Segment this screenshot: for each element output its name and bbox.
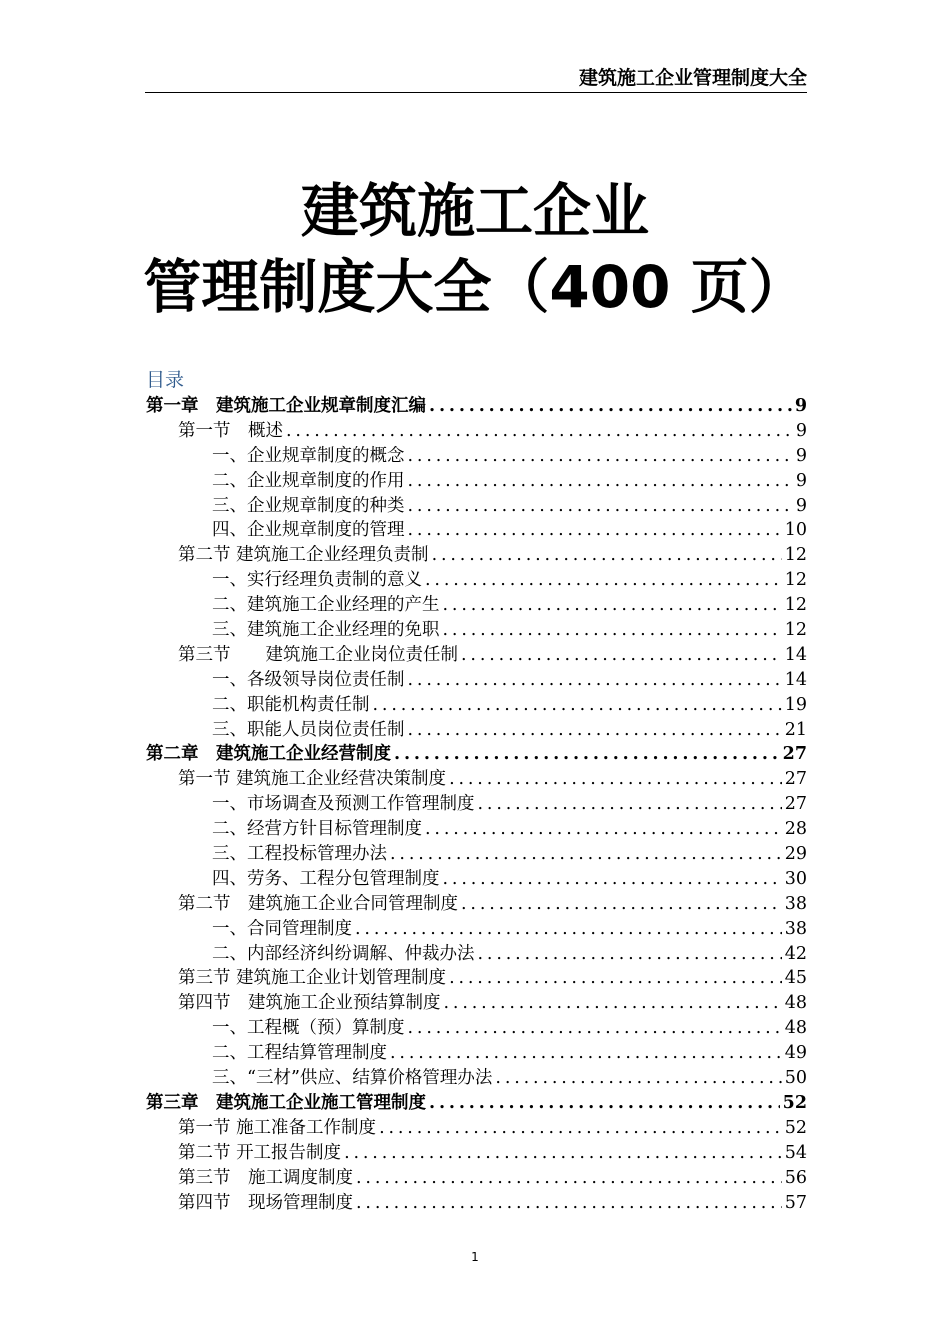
toc-heading: 目录 [146,369,185,391]
toc-entry[interactable] [146,618,807,643]
toc-dot-leader [425,568,782,593]
toc-entry[interactable] [146,718,807,743]
toc-entry[interactable] [146,991,807,1016]
toc-entry[interactable] [146,842,807,867]
toc-dot-leader [344,1141,782,1166]
toc-entry[interactable] [146,1141,807,1166]
toc-entry-title: 一、合同管理制度 [212,918,352,939]
toc-entry-page: 9 [795,420,807,441]
toc-entry-page: 19 [784,694,807,715]
toc-entry-title: 二、工程结算管理制度 [212,1043,387,1064]
toc-entry-title: 第四节 建筑施工企业预结算制度 [178,993,441,1014]
toc-entry-page: 12 [784,595,807,616]
toc-entry-title: 第一章 建筑施工企业规章制度汇编 [146,396,426,416]
toc-entry[interactable] [146,942,807,967]
toc-dot-leader [390,1041,782,1066]
page-number: 1 [471,1250,479,1264]
toc-entry[interactable] [146,494,807,519]
toc-entry-page: 48 [784,1018,807,1039]
toc-entry[interactable] [146,767,807,792]
toc-entry-page: 27 [784,769,807,790]
toc-entry-title: 二、经营方针目标管理制度 [212,819,422,840]
toc-entry-page: 28 [784,819,807,840]
toc-entry[interactable] [146,966,807,991]
toc-entry-title: 四、劳务、工程分包管理制度 [212,868,440,889]
toc-entry-page: 14 [784,644,807,665]
toc-entry-page: 56 [784,1167,807,1188]
toc-entry-page: 52 [784,1117,807,1138]
toc-dot-leader [356,1191,782,1216]
toc-entry-title: 二、内部经济纠纷调解、仲裁办法 [212,943,475,964]
toc-entry-page: 45 [784,968,807,989]
toc-entry-title: 四、企业规章制度的管理 [212,520,405,541]
toc-dot-leader [478,792,782,817]
toc-entry-page: 57 [784,1192,807,1213]
toc-entry-page: 27 [782,744,807,765]
toc-entry-title: 二、职能机构责任制 [212,694,370,715]
toc-entry[interactable] [146,817,807,842]
toc-dot-leader [390,842,782,867]
toc-entry-title: 一、企业规章制度的概念 [212,445,405,466]
toc-entry[interactable] [146,742,807,767]
toc-entry[interactable] [146,1066,807,1091]
toc-entry-title: 第三节 建筑施工企业岗位责任制 [178,644,458,665]
toc-entry-page: 30 [784,868,807,889]
toc-entry[interactable] [146,867,807,892]
toc-dot-leader [408,668,782,693]
toc-entry-page: 9 [795,495,807,516]
running-header [145,64,807,93]
toc-dot-leader [408,1016,782,1041]
toc-entry-title: 二、企业规章制度的作用 [212,470,405,491]
toc-dot-leader [286,419,793,444]
toc-entry-page: 9 [795,445,807,466]
toc-entry[interactable] [146,568,807,593]
toc-entry-page: 42 [784,943,807,964]
toc-entry-title: 三、“三材”供应、结算价格管理办法 [212,1068,493,1089]
toc-entry-page: 12 [784,570,807,591]
toc-entry[interactable] [146,518,807,543]
toc-dot-leader [443,593,782,618]
toc-entry-page: 38 [784,918,807,939]
toc-entry-title: 第一节 概述 [178,420,283,441]
toc-entry-title: 第三节 施工调度制度 [178,1167,353,1188]
toc-entry-page: 10 [784,520,807,541]
document-title-line-2: 管理制度大全（400 页） [143,253,807,321]
toc-dot-leader [461,892,782,917]
toc-entry-title: 二、建筑施工企业经理的产生 [212,595,440,616]
toc-entry[interactable] [146,1191,807,1216]
toc-entry[interactable] [146,593,807,618]
toc-entry-title: 三、建筑施工企业经理的免职 [212,620,440,641]
toc-entry-title: 一、实行经理负责制的意义 [212,570,422,591]
toc-entry-page: 48 [784,993,807,1014]
toc-dot-leader [449,767,782,792]
toc-entry-page: 14 [784,669,807,690]
toc-entry-title: 第二节 开工报告制度 [178,1142,342,1163]
toc-entry-title: 三、工程投标管理办法 [212,844,387,865]
toc-entry-page: 21 [784,719,807,740]
toc-entry[interactable] [146,543,807,568]
toc-dot-leader [495,1066,781,1091]
toc-dot-leader [444,991,782,1016]
toc-entry-page: 27 [784,794,807,815]
toc-dot-leader [408,518,782,543]
toc-entry[interactable] [146,1166,807,1191]
toc-dot-leader [449,966,782,991]
toc-entry-title: 第四节 现场管理制度 [178,1192,353,1213]
toc-entry-title: 第二节 建筑施工企业合同管理制度 [178,893,458,914]
toc-entry[interactable] [146,419,807,444]
toc-entry-page: 9 [794,396,807,416]
toc-entry-page: 29 [784,844,807,865]
toc-entry-title: 第二章 建筑施工企业经营制度 [146,744,391,765]
toc-dot-leader [408,444,793,469]
header-title: 建筑施工企业管理制度大全 [578,67,807,89]
toc-dot-leader [356,1166,782,1191]
toc-entry[interactable] [146,917,807,942]
toc-entry-title: 第三节 建筑施工企业计划管理制度 [178,968,447,989]
toc-entry[interactable] [146,1091,807,1116]
toc-dot-leader [355,917,782,942]
toc-entry-page: 12 [784,620,807,641]
toc-dot-leader [429,1091,780,1116]
toc-entry-title: 一、市场调查及预测工作管理制度 [212,794,475,815]
table-of-contents [146,394,807,1215]
toc-dot-leader [443,867,782,892]
toc-entry[interactable] [146,1016,807,1041]
toc-dot-leader [408,718,782,743]
toc-dot-leader [408,469,793,494]
toc-entry-page: 52 [782,1092,807,1113]
toc-dot-leader [461,643,782,668]
toc-dot-leader [408,494,793,519]
toc-entry-page: 9 [795,470,807,491]
toc-entry-title: 第一节 施工准备工作制度 [178,1117,377,1138]
toc-dot-leader [443,618,782,643]
toc-entry-title: 一、各级领导岗位责任制 [212,669,405,690]
toc-entry-page: 50 [784,1068,807,1089]
toc-entry[interactable] [146,394,807,419]
toc-dot-leader [432,543,782,568]
toc-entry-title: 三、职能人员岗位责任制 [212,719,405,740]
toc-entry-title: 第一节 建筑施工企业经营决策制度 [178,769,447,790]
document-title-line-1: 建筑施工企业 [300,177,649,245]
toc-dot-leader [429,394,792,419]
toc-entry-title: 一、工程概（预）算制度 [212,1018,405,1039]
toc-entry[interactable] [146,1116,807,1141]
toc-entry-page: 12 [784,545,807,566]
toc-entry[interactable] [146,643,807,668]
toc-entry-title: 第三章 建筑施工企业施工管理制度 [146,1092,426,1113]
toc-entry-title: 三、企业规章制度的种类 [212,495,405,516]
toc-dot-leader [379,1116,782,1141]
toc-entry[interactable] [146,892,807,917]
toc-entry[interactable] [146,444,807,469]
toc-entry[interactable] [146,469,807,494]
toc-dot-leader [373,693,782,718]
toc-entry-page: 49 [784,1043,807,1064]
toc-entry-page: 54 [784,1142,807,1163]
toc-entry[interactable] [146,792,807,817]
toc-entry-page: 38 [784,893,807,914]
toc-dot-leader [425,817,782,842]
toc-entry[interactable] [146,693,807,718]
toc-entry-title: 第二节 建筑施工企业经理负责制 [178,545,429,566]
toc-dot-leader [478,942,782,967]
toc-entry[interactable] [146,1041,807,1066]
toc-dot-leader [394,742,780,767]
toc-entry[interactable] [146,668,807,693]
